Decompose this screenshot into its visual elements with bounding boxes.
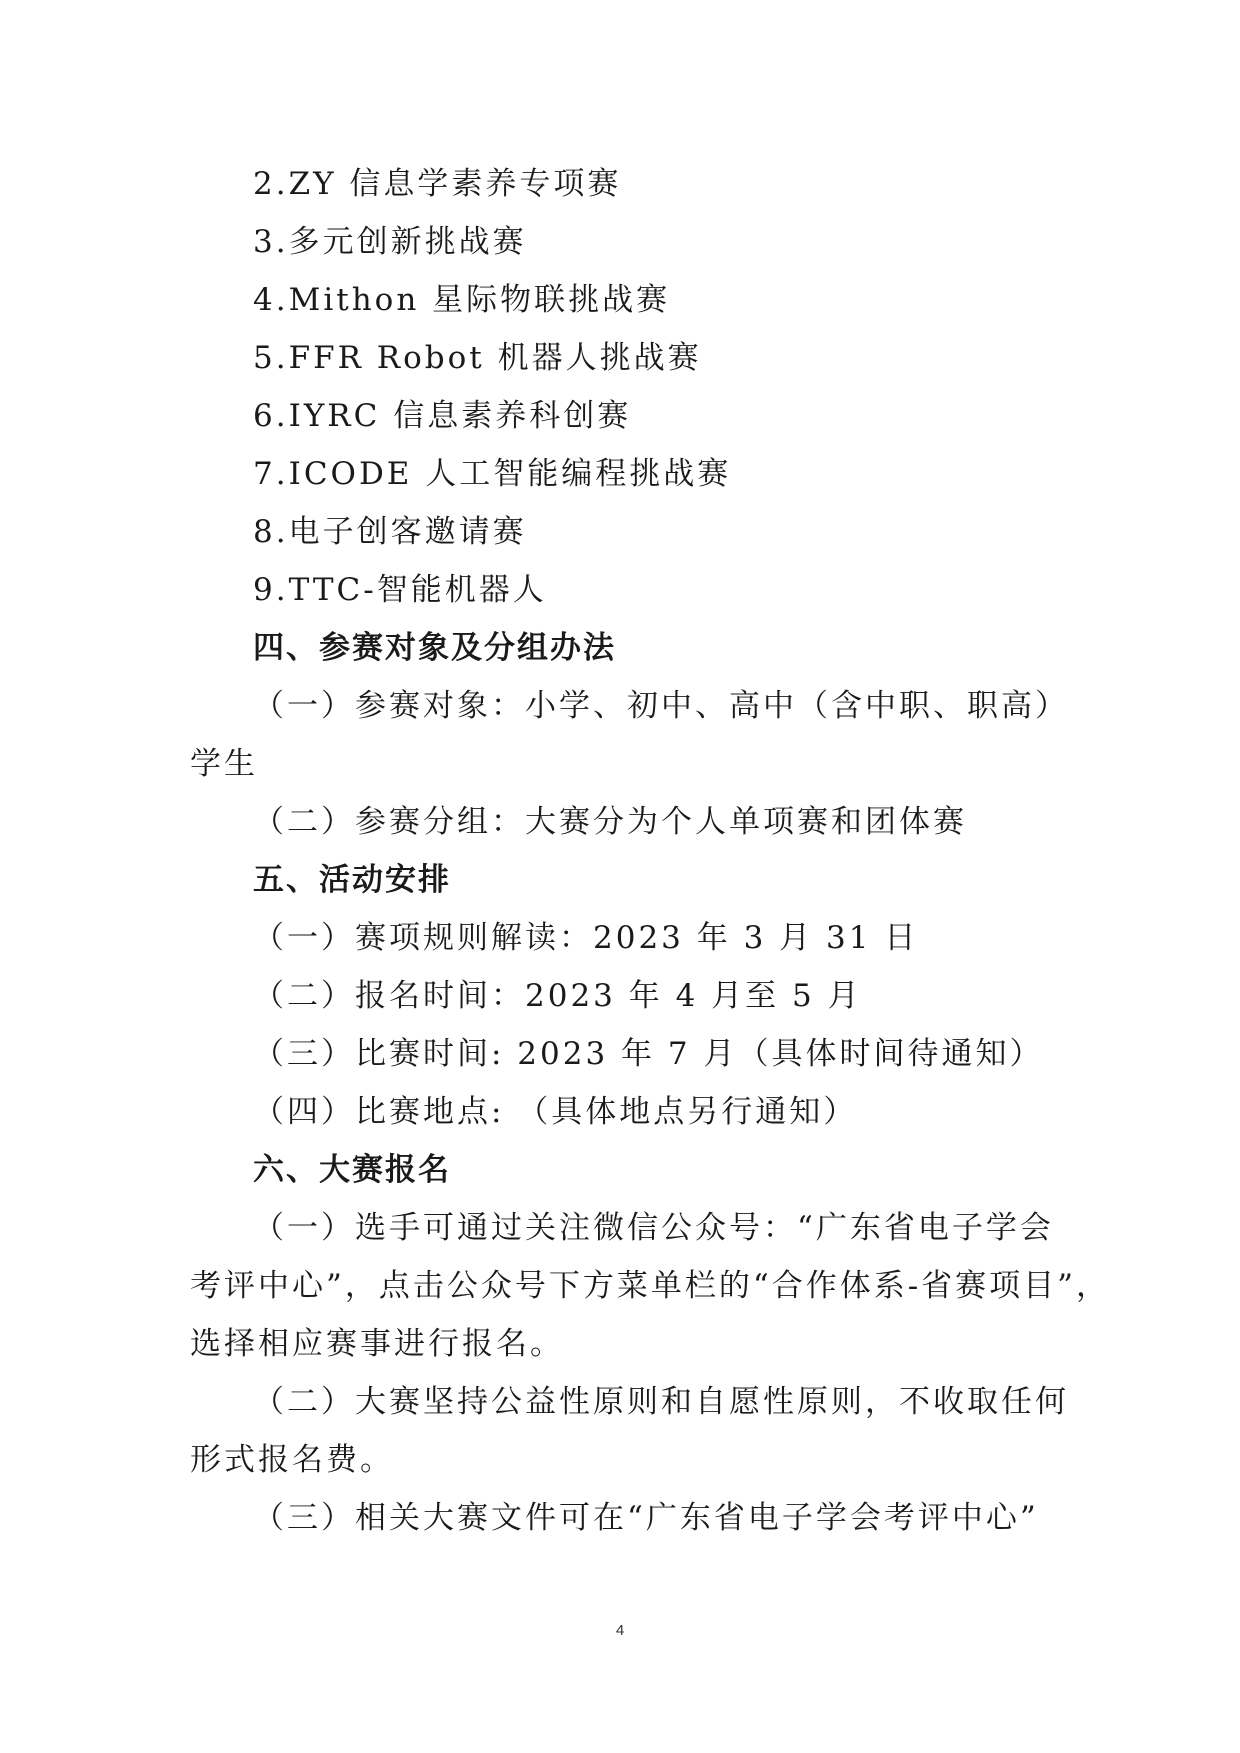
paragraph-line: （三）比赛时间: 2023 年 7 月（具体时间待通知） [253, 1036, 1044, 1072]
paragraph-line: （三）相关大赛文件可在“广东省电子学会考评中心” [253, 1500, 1039, 1536]
section-heading: 五、活动安排 [253, 862, 451, 898]
list-item: 2.ZY 信息学素养专项赛 [253, 166, 622, 202]
paragraph-line: （一）赛项规则解读：2023 年 3 月 31 日 [253, 920, 919, 956]
paragraph-line: （二）报名时间：2023 年 4 月至 5 月 [253, 978, 862, 1014]
list-item: 5.FFR Robot 机器人挑战赛 [253, 340, 702, 376]
list-item: 4.Mithon 星际物联挑战赛 [253, 282, 671, 318]
list-item: 7.ICODE 人工智能编程挑战赛 [253, 456, 732, 492]
section-heading: 四、参赛对象及分组办法 [253, 630, 616, 666]
paragraph-line: 考评中心”，点击公众号下方菜单栏的“合作体系-省赛项目”， [190, 1268, 1111, 1304]
paragraph-line: 学生 [190, 746, 258, 782]
list-item: 3.多元创新挑战赛 [253, 224, 527, 260]
list-item: 6.IYRC 信息素养科创赛 [253, 398, 632, 434]
paragraph-line: （二）参赛分组：大赛分为个人单项赛和团体赛 [253, 804, 967, 840]
paragraph-line: （一）选手可通过关注微信公众号：“广东省电子学会 [253, 1210, 1054, 1246]
page-number: 4 [615, 1622, 625, 1639]
paragraph-line: （四）比赛地点: （具体地点另行通知） [253, 1094, 858, 1130]
paragraph-line: 形式报名费。 [190, 1442, 394, 1478]
paragraph-line: 选择相应赛事进行报名。 [190, 1326, 564, 1362]
paragraph-line: （二）大赛坚持公益性原则和自愿性原则，不收取任何 [253, 1384, 1069, 1420]
section-heading: 六、大赛报名 [253, 1152, 451, 1188]
list-item: 9.TTC-智能机器人 [253, 572, 547, 608]
list-item: 8.电子创客邀请赛 [253, 514, 527, 550]
paragraph-line: （一）参赛对象：小学、初中、高中（含中职、职高） [253, 688, 1069, 724]
